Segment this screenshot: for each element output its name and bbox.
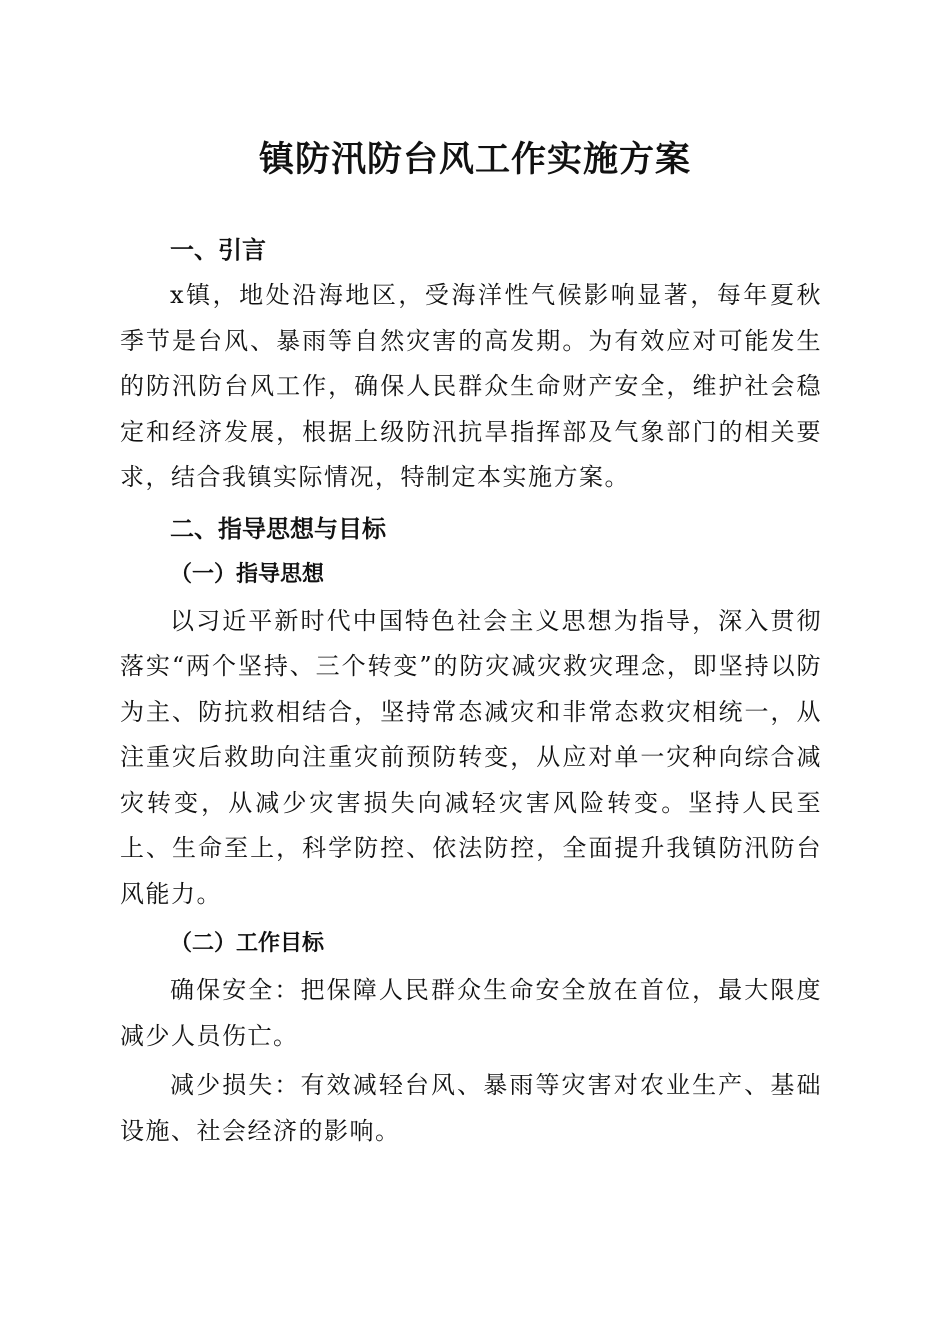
document-title: 镇防汛防台风工作实施方案 bbox=[258, 139, 691, 180]
subsection-heading-guiding-thought: （一）指导思想 bbox=[170, 561, 325, 587]
goal-ensure-safety: 确保安全：把保障人民群众生命安全放在首位，最大限度减少人员伤亡。 bbox=[120, 976, 822, 1050]
goal-reduce-losses: 减少损失：有效减轻台风、暴雨等灾害对农业生产、基础设施、社会经济的影响。 bbox=[120, 1071, 822, 1145]
section-heading-intro: 一、引言 bbox=[170, 236, 266, 264]
intro-paragraph: x镇，地处沿海地区，受海洋性气候影响显著，每年夏秋季节是台风、暴雨等自然灾害的高发期。为有效应对可能发生的防汛防台风工作，确保人民群众生命财产安全，维护社会稳定和经济发展，根据上级防汛抗旱指挥部及气象部门的相关要求，结合我镇实际情况，特制定本实施方案。 bbox=[120, 281, 822, 491]
subsection-heading-work-goals: （二）工作目标 bbox=[170, 931, 325, 956]
section-heading-guidance: 二、指导思想与目标 bbox=[170, 514, 386, 543]
document-body bbox=[120, 228, 822, 1154]
guiding-thought-paragraph: 以习近平新时代中国特色社会主义思想为指导，深入贯彻落实“两个坚持、三个转变”的防灾减灾救灾理念，即坚持以防为主、防抗救相结合，坚持常态减灾和非常态救灾相统一，从注重灾后救助向注重灾前预防转变，从应对单一灾种向综合减灾转变，从减少灾害损失向减轻灾害风险转变。坚持人民至上、生命至上，科学防控、依法防控，全面提升我镇防汛防台风能力。 bbox=[120, 606, 822, 908]
